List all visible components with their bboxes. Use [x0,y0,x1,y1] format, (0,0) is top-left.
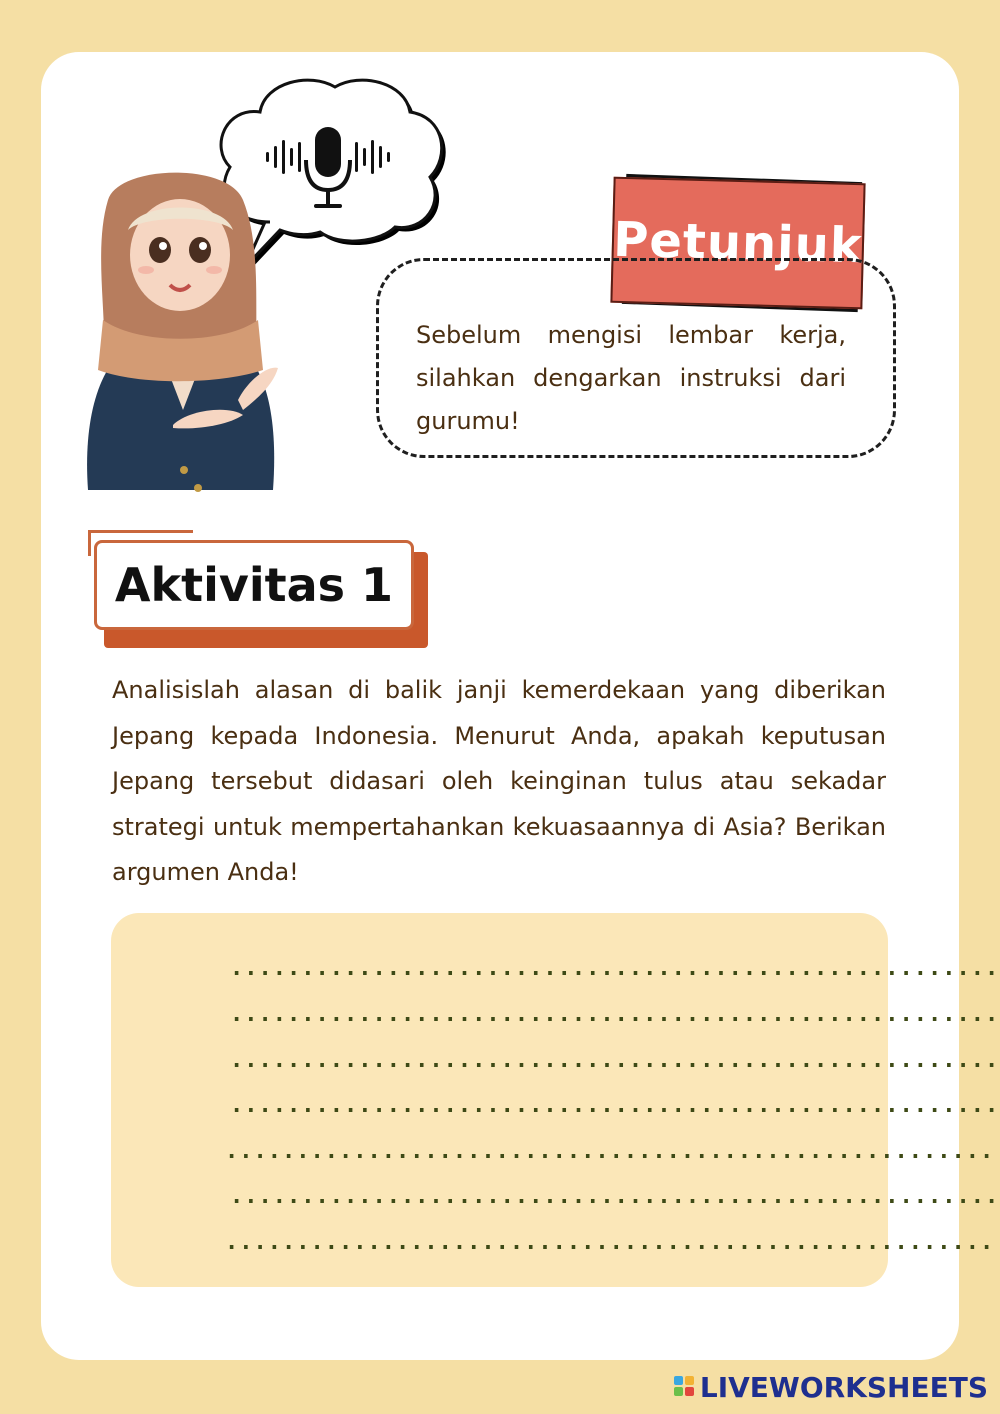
answer-line[interactable]: ...................................................... [230,1184,1000,1209]
answer-line[interactable]: ...................................................... [225,1139,995,1164]
teacher-avatar [78,170,288,490]
activity-title: Aktivitas 1 [114,558,394,612]
logo-grid-icon [674,1376,696,1398]
activity-accent-line [88,530,193,533]
activity-accent-line-vertical [88,530,91,556]
brand-text: LIVEWORKSHEETS [699,1370,988,1404]
answer-line[interactable]: ...................................................... [225,1230,995,1255]
answer-line[interactable]: ...................................................... [230,1048,1000,1073]
activity-header-box [94,540,414,630]
liveworksheets-logo [674,1370,988,1404]
question-text: Analisislah alasan di balik janji kemerdekaan yang diberikan Jepang kepada Indonesia. Menurut Anda, apakah keputusan Jepang tersebut didasari oleh keinginan tulus atau sekadar strategi untuk mempertahankan kekuasaannya di Asia? Berikan argumen Anda! [112,676,886,886]
petunjuk-title: Petunjuk [612,211,864,275]
answer-line[interactable]: ...................................................... [230,956,1000,981]
answer-line[interactable]: ...................................................... [230,1002,1000,1027]
activity-header [88,530,433,650]
instruction-text: Sebelum mengisi lembar kerja, silahkan dengarkan instruksi dari gurumu! [416,321,846,435]
answer-line[interactable]: ...................................................... [230,1093,1000,1118]
